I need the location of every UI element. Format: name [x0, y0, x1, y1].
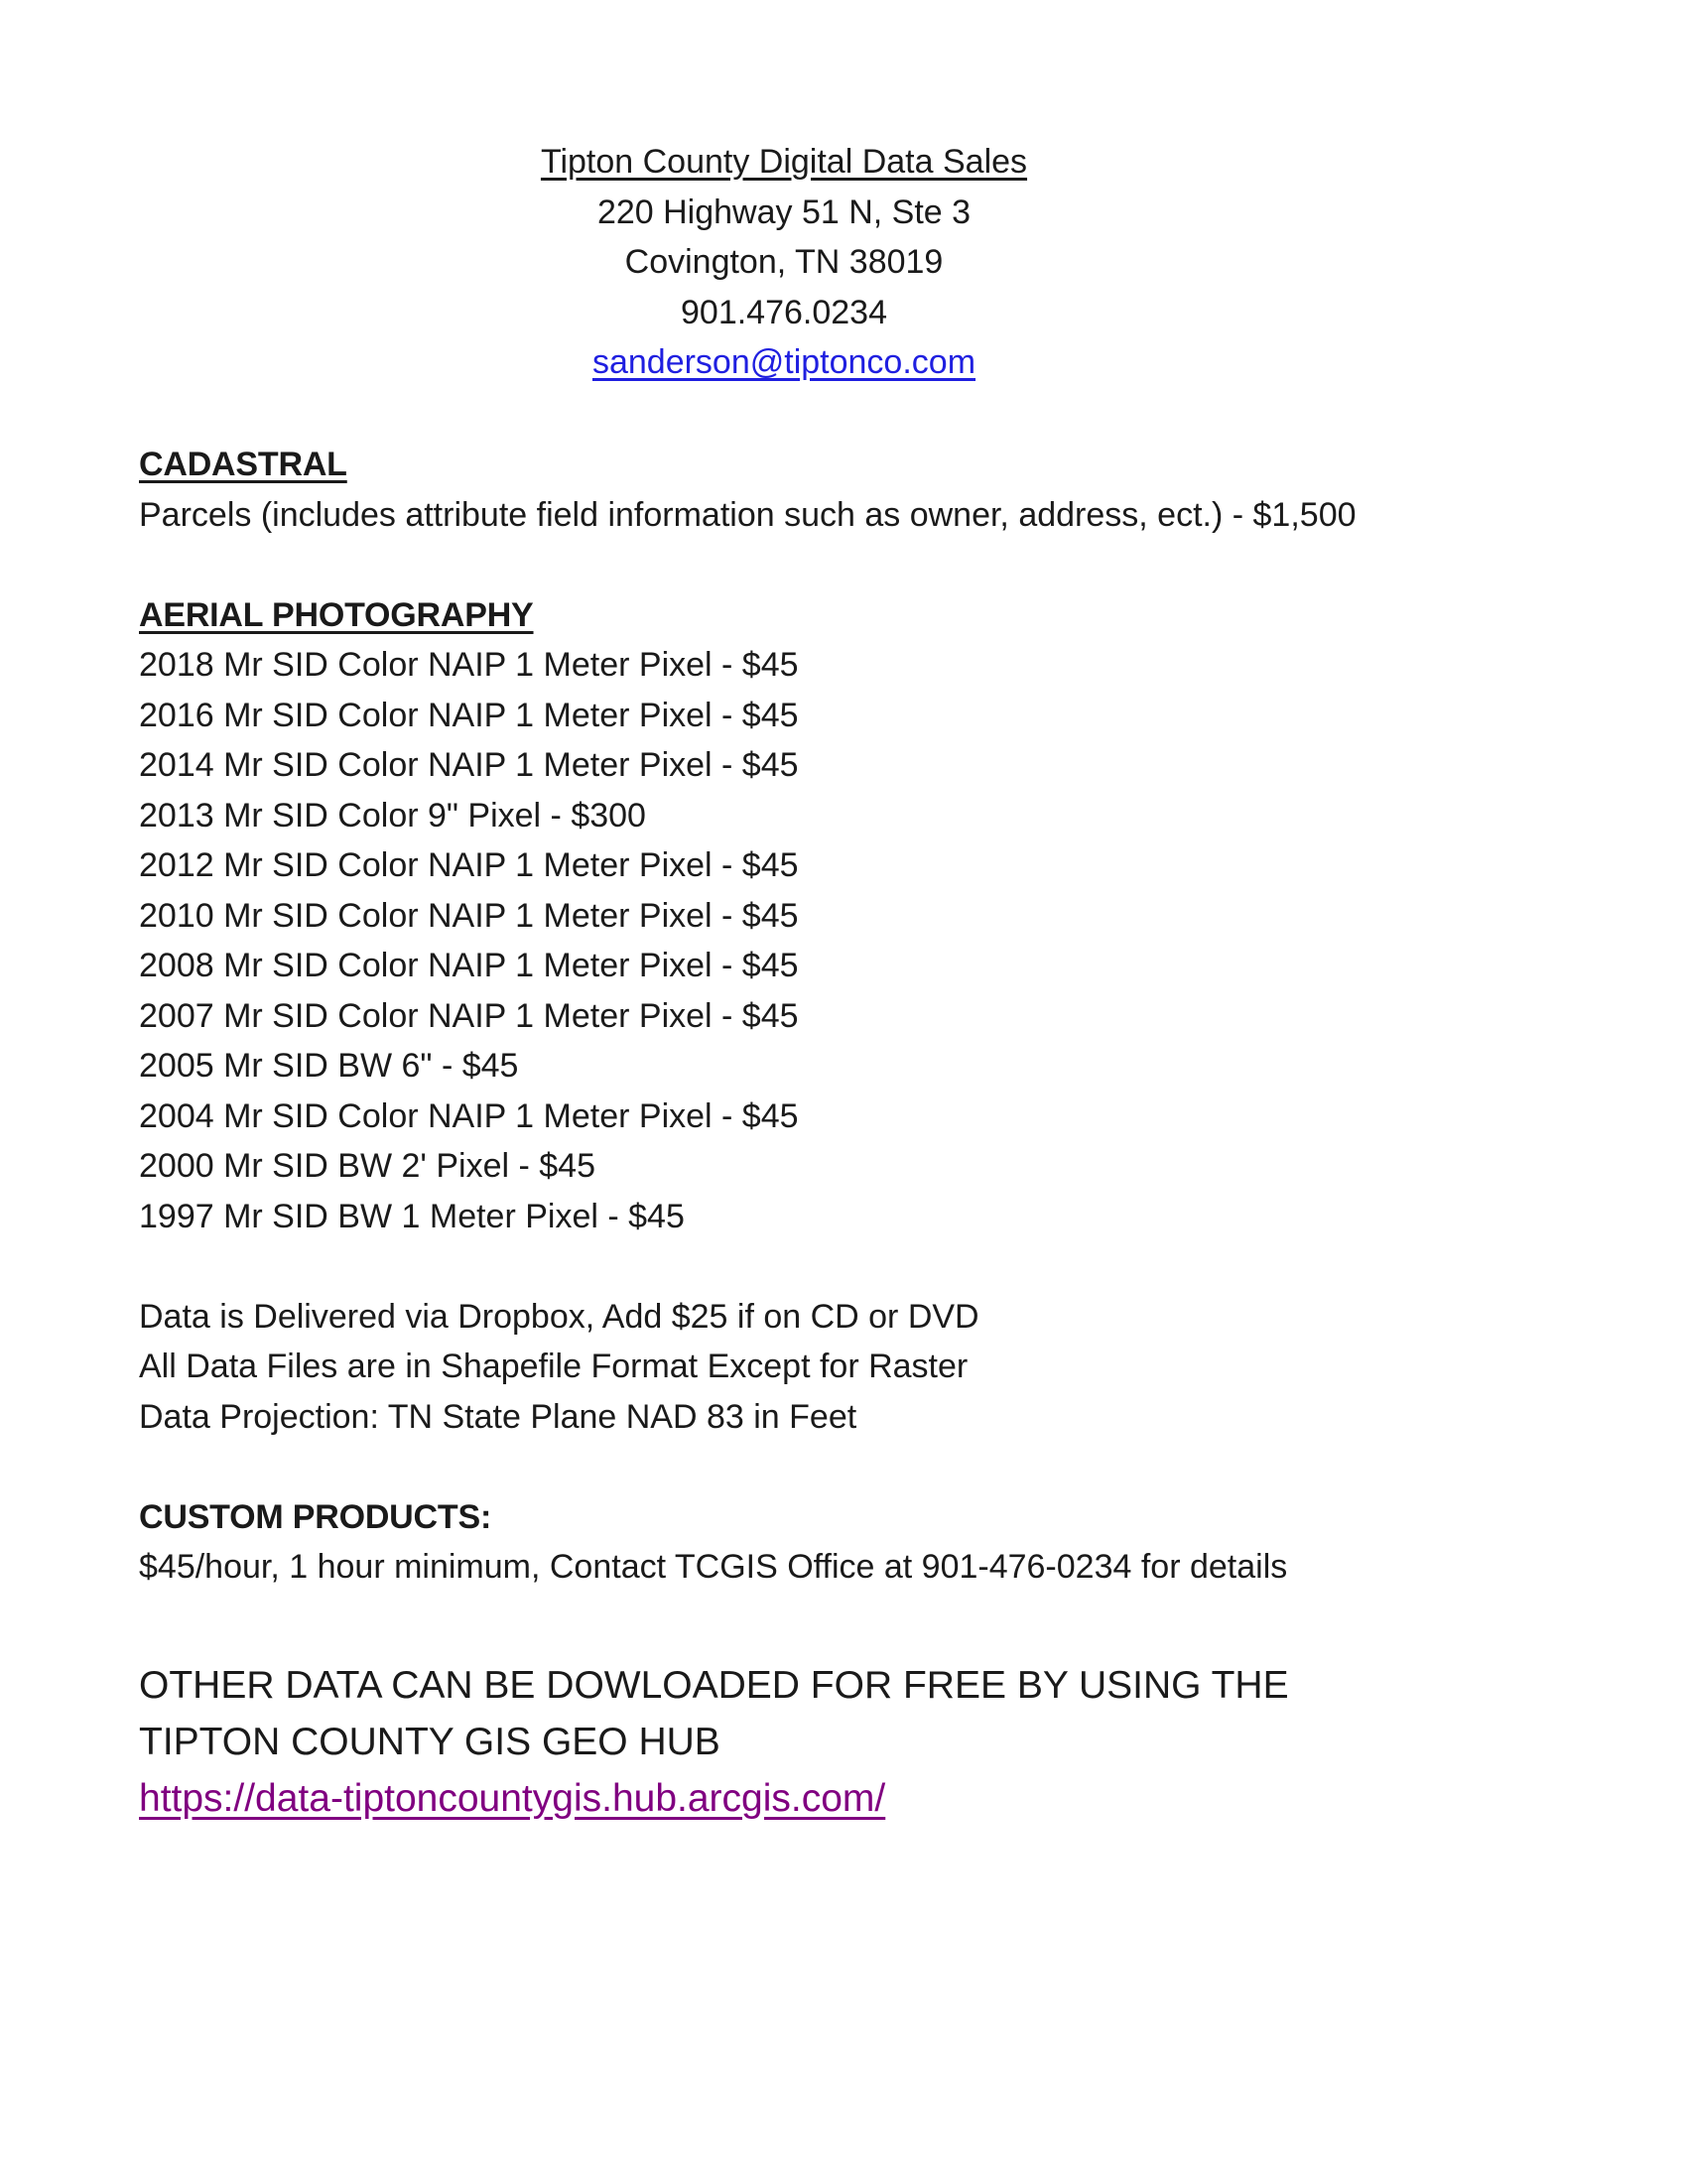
aerial-item: 2016 Mr SID Color NAIP 1 Meter Pixel - $45: [139, 696, 799, 734]
aerial-item: 1997 Mr SID BW 1 Meter Pixel - $45: [139, 1197, 685, 1235]
aerial-heading: AERIAL PHOTOGRAPHY: [139, 595, 534, 634]
price-list: [139, 440, 1588, 1593]
document-title: Tipton County Digital Data Sales: [540, 143, 1028, 181]
format-note: All Data Files are in Shapefile Format Except for Raster: [139, 1348, 969, 1385]
delivery-note: Data is Delivered via Dropbox, Add $25 if on CD or DVD: [139, 1297, 979, 1336]
free-data-line-1: OTHER DATA CAN BE DOWLOADED FOR FREE BY USING THE: [139, 1664, 1289, 1707]
contact-header: [0, 137, 1568, 388]
aerial-item: 2010 Mr SID Color NAIP 1 Meter Pixel - $45: [139, 896, 799, 935]
custom-products-heading: CUSTOM PRODUCTS:: [139, 1497, 492, 1536]
aerial-item: 2008 Mr SID Color NAIP 1 Meter Pixel - $45: [139, 947, 799, 984]
aerial-item: 2014 Mr SID Color NAIP 1 Meter Pixel - $45: [139, 746, 799, 784]
phone-number: 901.476.0234: [681, 293, 887, 331]
custom-products-text: $45/hour, 1 hour minimum, Contact TCGIS Office at 901-476-0234 for details: [139, 1548, 1288, 1586]
free-data-notice: [139, 1657, 1588, 1827]
geo-hub-link[interactable]: https://data-tiptoncountygis.hub.arcgis.com/: [139, 1777, 886, 1820]
cadastral-heading: CADASTRAL: [139, 446, 347, 483]
aerial-item: 2013 Mr SID Color 9" Pixel - $300: [139, 796, 646, 835]
aerial-item: 2007 Mr SID Color NAIP 1 Meter Pixel - $45: [139, 996, 799, 1035]
aerial-item: 2000 Mr SID BW 2' Pixel - $45: [139, 1147, 595, 1185]
aerial-item: 2012 Mr SID Color NAIP 1 Meter Pixel - $45: [139, 846, 799, 884]
free-data-line-2: TIPTON COUNTY GIS GEO HUB: [139, 1721, 720, 1763]
address-line-1: 220 Highway 51 N, Ste 3: [596, 193, 972, 231]
aerial-item: 2005 Mr SID BW 6" - $45: [139, 1047, 519, 1085]
projection-note: Data Projection: TN State Plane NAD 83 in Feet: [139, 1397, 857, 1436]
email-link[interactable]: sanderson@tiptonco.com: [591, 343, 976, 381]
cadastral-item: Parcels (includes attribute field information such as owner, address, ect.) - $1,500: [139, 495, 1357, 534]
aerial-item: 2004 Mr SID Color NAIP 1 Meter Pixel - $45: [139, 1096, 799, 1135]
address-line-2: Covington, TN 38019: [624, 243, 944, 281]
aerial-item: 2018 Mr SID Color NAIP 1 Meter Pixel - $45: [139, 646, 799, 684]
